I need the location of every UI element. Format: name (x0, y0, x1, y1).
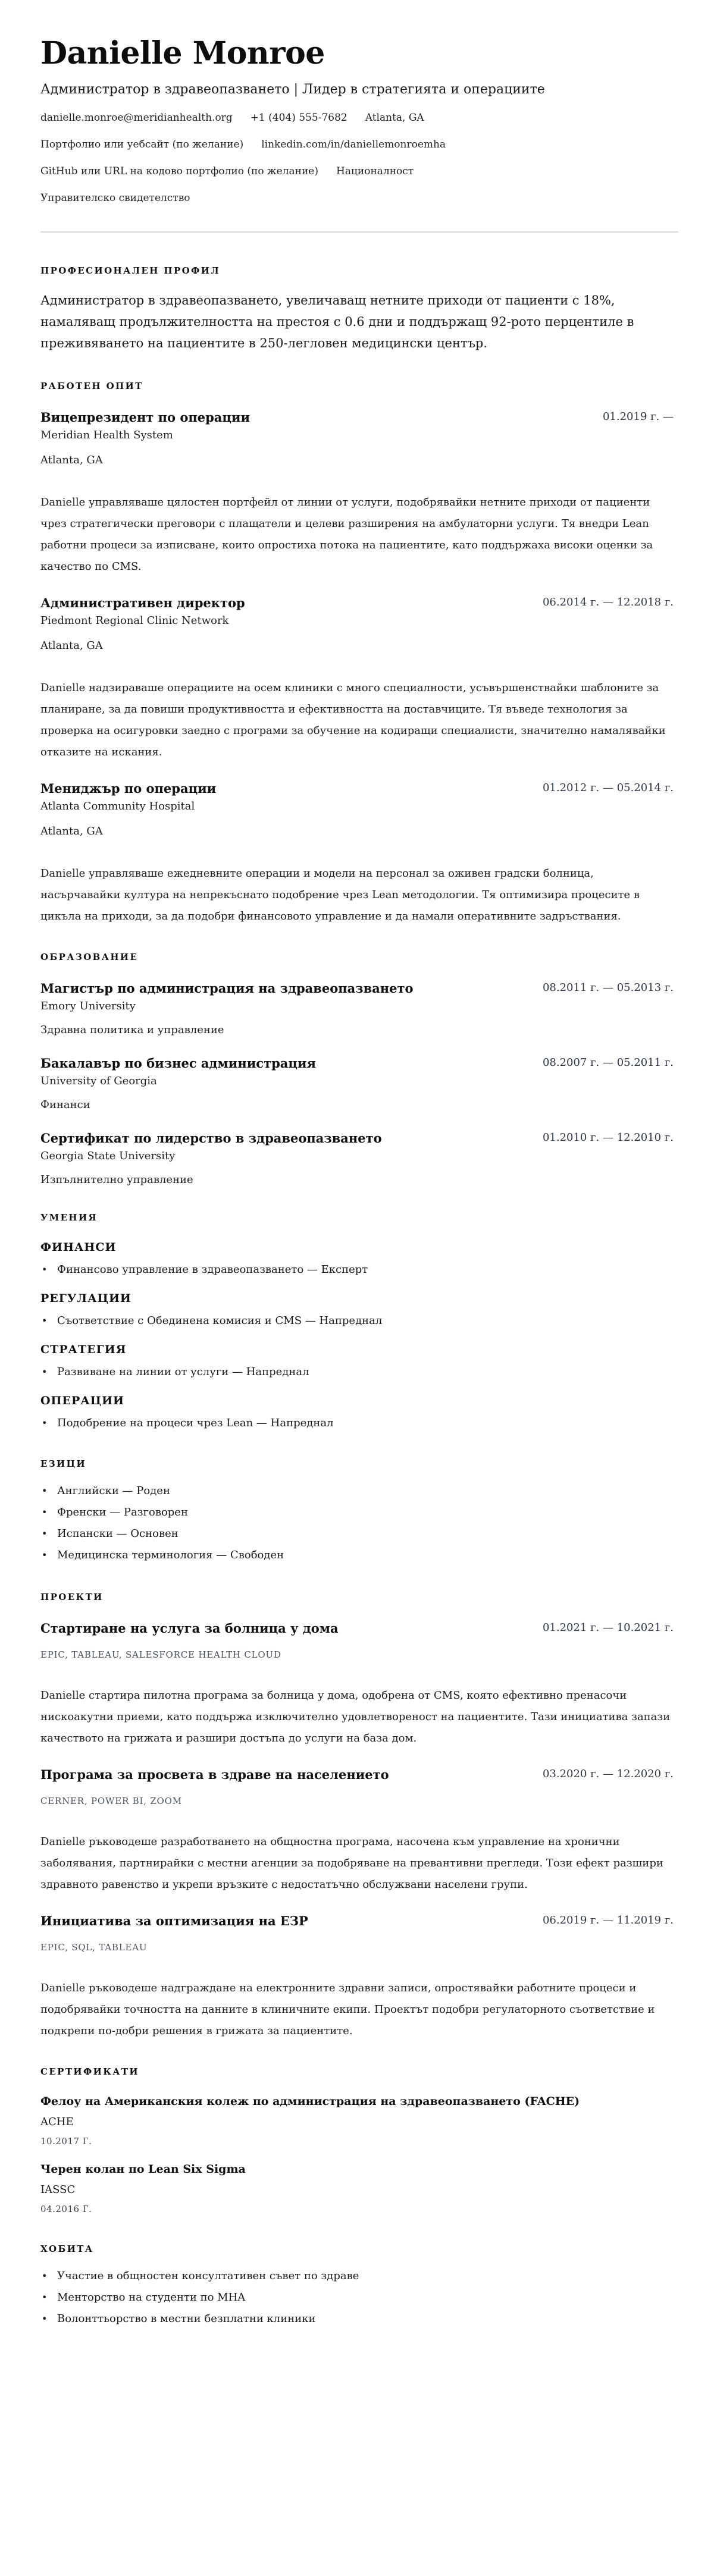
project-entry (40, 1766, 674, 1896)
job-company: Meridian Health System (40, 429, 173, 441)
project-dates: 06.2019 г. — 11.2019 г. (542, 1914, 674, 1926)
section-title-profile: ПРОФЕСИОНАЛЕН ПРОФИЛ (40, 265, 221, 276)
education-entry (40, 1129, 674, 1188)
project-entry (40, 1620, 674, 1749)
skill-group-finance (40, 1239, 674, 1281)
contact-linkedin[interactable]: linkedin.com/in/daniellemonroemha (261, 139, 446, 150)
job-location: Atlanta, GA (40, 825, 103, 837)
skill-item: • Финансово управление в здравеопазването — Експерт (40, 1259, 674, 1281)
education-dates: 01.2010 г. — 12.2010 г. (542, 1131, 674, 1144)
experience-section (40, 380, 674, 927)
project-entry (40, 1912, 674, 2042)
certification-date: 10.2017 Г. (40, 2136, 92, 2147)
experience-entry (40, 594, 674, 763)
candidate-name: Danielle Monroe (40, 35, 325, 71)
job-company: Piedmont Regional Clinic Network (40, 614, 229, 627)
candidate-headline: Администратор в здравеопазването | Лидер в стратегията и операциите (40, 82, 545, 97)
job-title: Мениджър по операции (40, 781, 217, 796)
field-of-study: Финанси (40, 1099, 90, 1111)
certifications-section (40, 2066, 674, 2216)
education-entry (40, 1055, 674, 1113)
contact-location: Atlanta, GA (365, 112, 424, 124)
degree-title: Бакалавър по бизнес администрация (40, 1056, 316, 1071)
project-tech-stack: EPIC, SQL, TABLEAU (40, 1942, 148, 1953)
contact-row-1 (40, 111, 674, 125)
skill-group-operations (40, 1392, 674, 1434)
language-item: • Испански — Основен (40, 1523, 674, 1545)
contact-drivers-license: Управителско свидетелство (40, 192, 190, 204)
section-title-skills: УМЕНИЯ (40, 1212, 98, 1223)
hobby-item: • Участие в общностен консултативен съвет по здраве (40, 2266, 674, 2287)
school-name: University of Georgia (40, 1075, 157, 1087)
project-tech-stack: EPIC, TABLEAU, SALESFORCE HEALTH CLOUD (40, 1649, 281, 1660)
section-title-projects: ПРОЕКТИ (40, 1592, 104, 1602)
job-location: Atlanta, GA (40, 454, 103, 466)
school-name: Georgia State University (40, 1150, 176, 1162)
contact-phone[interactable]: +1 (404) 555-7682 (250, 112, 347, 124)
section-title-languages: ЕЗИЦИ (40, 1458, 87, 1469)
project-description: Danielle ръководеше надграждане на електронните здравни записи, опростявайки работните процеси и подобрявайки точността на данните в клиничните екипи. Проектът подобри регулаторното съответствие и подкрепи по-добри решения в грижата за пациентите. (40, 1982, 655, 2037)
hobby-item: • Волонттьорство в местни безплатни клиники (40, 2308, 674, 2330)
project-title: Стартиране на услуга за болница у дома (40, 1621, 339, 1636)
project-description: Danielle ръководеше разработването на общностна програма, насочена към управление на хронични заболявания, партнирайки с местни агенции за подобряване на превантивни прегледи. Този ефект разшири здравното равенство и укрепи връзките с недостатъчно обслужвани населени групи. (40, 1835, 663, 1891)
languages-list (40, 1480, 674, 1566)
certification-entry (40, 2093, 674, 2148)
job-description: Danielle надзираваше операциите на осем клиники с много специалности, усъвършенствайки шаблоните за планиране, за да повиши продуктивността и ефективността на доставчиците. Тя въведе технология за проверка на осигуровки заедно с програми за обучение на кодиращи специалисти, значително намалявайки отказите на искания. (40, 682, 666, 758)
project-title: Програма за просвета в здраве на населението (40, 1767, 389, 1782)
skill-group-title: СТРАТЕГИЯ (40, 1343, 127, 1356)
project-dates: 03.2020 г. — 12.2020 г. (542, 1768, 674, 1780)
job-title: Административен директор (40, 595, 245, 610)
hobbies-section (40, 2243, 674, 2330)
language-item: • Френски — Разговорен (40, 1502, 674, 1523)
profile-section (40, 265, 674, 354)
project-title: Инициатива за оптимизация на ЕЗР (40, 1913, 308, 1928)
profile-summary: Администратор в здравеопазването, увеличаващ нетните приходи от пациенти с 18%, намаляващ продължителността на престоя с 0.6 дни и поддържащ 92-рото перцентиле в преживяването на пациентите в 250-легловен медицински център. (40, 293, 634, 350)
job-description: Danielle управляваше ежедневните операции и модели на персонал за оживен градски болница, насърчавайки култура на непрекъснато подобрение чрез Lean методологии. Тя оптимизира процесите в цикъла на приходи, за да подобри финансовото управление и да намали оперативните задръствания. (40, 867, 640, 923)
skill-item: • Подобрение на процеси чрез Lean — Напреднал (40, 1413, 674, 1434)
field-of-study: Здравна политика и управление (40, 1024, 224, 1036)
job-location: Atlanta, GA (40, 639, 103, 652)
certification-issuer: IASSC (40, 2183, 76, 2196)
experience-entry (40, 780, 674, 927)
contact-email[interactable]: danielle.monroe@meridianhealth.org (40, 112, 233, 124)
certification-issuer: ACHE (40, 2116, 74, 2128)
degree-title: Сертификат по лидерство в здравеопазването (40, 1131, 382, 1146)
contact-row-4 (40, 191, 674, 205)
contact-row-3 (40, 164, 674, 178)
project-tech-stack: CERNER, POWER BI, ZOOM (40, 1796, 182, 1806)
field-of-study: Изпълнително управление (40, 1174, 193, 1186)
contact-row-2 (40, 137, 674, 152)
skill-group-strategy (40, 1341, 674, 1383)
job-description: Danielle управляваше цялостен портфейл от линии от услуги, подобрявайки нетните приходи от пациенти чрез стратегически преговори с плащатели и целеви разширения на амбулаторни услуги. Тя внедри Lean работни процеси за изписване, които опростиха потока на пациентите, като поддържаха високи оценки за качество по CMS. (40, 496, 653, 573)
contact-portfolio[interactable]: Портфолио или уебсайт (по желание) (40, 139, 244, 150)
education-entry (40, 980, 674, 1038)
job-dates: 06.2014 г. — 12.2018 г. (542, 596, 674, 608)
skill-group-title: ФИНАНСИ (40, 1241, 117, 1254)
job-company: Atlanta Community Hospital (40, 800, 195, 812)
section-title-experience: РАБОТЕН ОПИТ (40, 381, 143, 391)
education-section (40, 951, 674, 1188)
school-name: Emory University (40, 1000, 136, 1012)
certification-title: Фелоу на Американския колеж по администрация на здравеопазването (FACHE) (40, 2095, 580, 2108)
hobby-item: • Менторство на студенти по MHA (40, 2287, 674, 2308)
skills-section (40, 1212, 674, 1434)
project-dates: 01.2021 г. — 10.2021 г. (542, 1621, 674, 1634)
skill-item: • Развиване на линии от услуги — Напреднал (40, 1361, 674, 1383)
skill-group-title: ОПЕРАЦИИ (40, 1394, 124, 1407)
experience-entry (40, 409, 674, 578)
hobbies-list (40, 2266, 674, 2330)
certification-entry (40, 2161, 674, 2216)
job-title: Вицепрезидент по операции (40, 410, 250, 425)
job-dates: 01.2012 г. — 05.2014 г. (542, 782, 674, 794)
header-divider (40, 231, 678, 233)
project-description: Danielle стартира пилотна програма за болница у дома, одобрена от CMS, която ефективно пренасочи нискоакутни приеми, като поддържа изключително удовлетвореност на пациентите. Тази инициатива запази качеството на грижата и разшири достъпа до услуги на база дом. (40, 1689, 671, 1744)
skill-item: • Съответствие с Обединена комисия и CMS — Напреднал (40, 1310, 674, 1332)
section-title-hobbies: ХОБИТА (40, 2244, 94, 2254)
section-title-education: ОБРАЗОВАНИЕ (40, 952, 139, 962)
section-title-certifications: СЕРТИФИКАТИ (40, 2066, 139, 2077)
language-item: • Медицинска терминология — Свободен (40, 1545, 674, 1566)
education-dates: 08.2011 г. — 05.2013 г. (542, 981, 674, 994)
projects-section (40, 1591, 674, 2042)
education-dates: 08.2007 г. — 05.2011 г. (542, 1056, 674, 1069)
languages-section (40, 1458, 674, 1566)
certification-title: Черен колан по Lean Six Sigma (40, 2163, 246, 2176)
contact-nationality: Националност (336, 165, 414, 177)
language-item: • Английски — Роден (40, 1480, 674, 1502)
resume-header (40, 34, 674, 233)
certification-date: 04.2016 Г. (40, 2204, 92, 2214)
skill-group-regulations (40, 1290, 674, 1332)
degree-title: Магистър по администрация на здравеопазването (40, 981, 414, 996)
contact-github[interactable]: GitHub или URL на кодово портфолио (по желание) (40, 165, 318, 177)
job-dates: 01.2019 г. — (602, 410, 674, 423)
skill-group-title: РЕГУЛАЦИИ (40, 1292, 131, 1305)
